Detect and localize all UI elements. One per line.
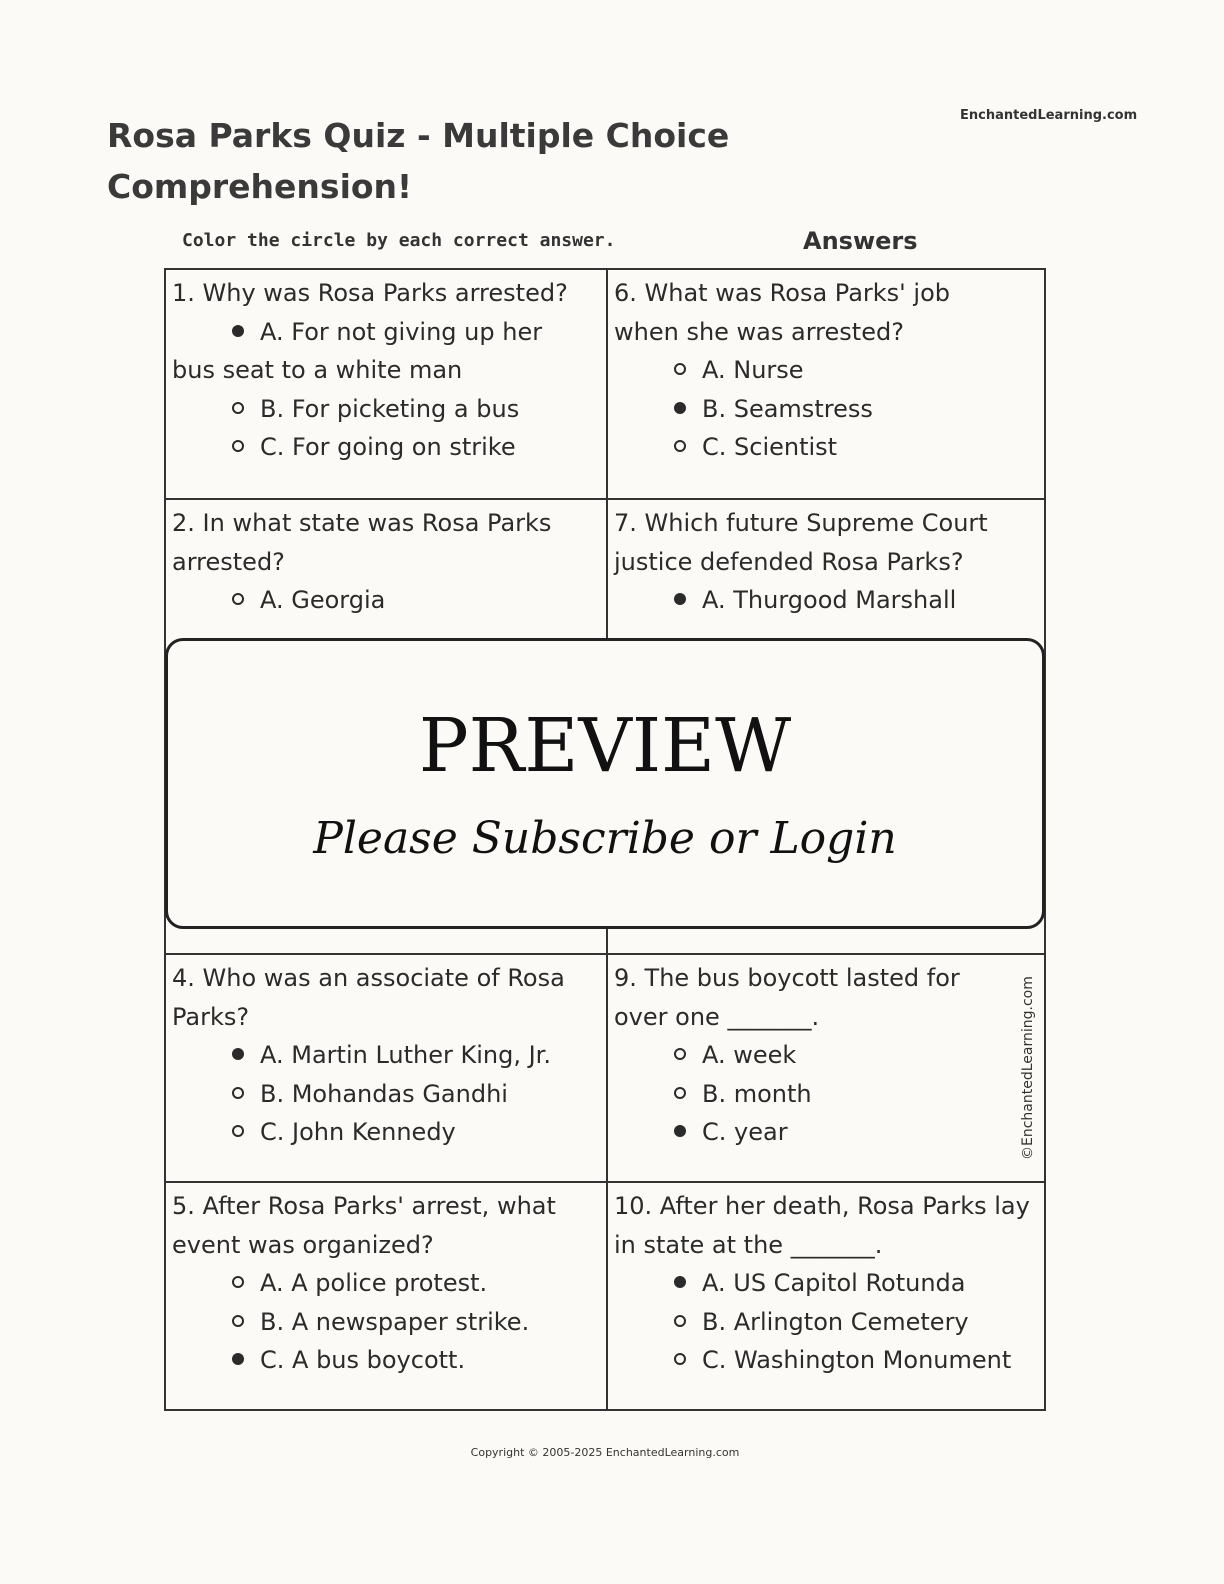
filled-circle-icon[interactable]: [232, 1353, 244, 1365]
answer-option[interactable]: A. US Capitol Rotunda: [614, 1264, 1038, 1303]
question-text: 5. After Rosa Parks' arrest, what event was organized?: [172, 1192, 556, 1259]
question-cell-2: [166, 500, 606, 640]
answer-option[interactable]: C. Scientist: [614, 428, 1038, 467]
question-text: 7. Which future Supreme Court justice defended Rosa Parks?: [614, 509, 988, 576]
preview-heading: PREVIEW: [418, 703, 792, 789]
answer-option[interactable]: A. A police protest.: [172, 1264, 600, 1303]
empty-circle-icon[interactable]: [232, 593, 244, 605]
question-cell-6: [608, 270, 1044, 498]
subscribe-login-text[interactable]: Please Subscribe or Login: [313, 813, 897, 864]
answer-option[interactable]: A. Nurse: [614, 351, 1038, 390]
empty-circle-icon[interactable]: [232, 1315, 244, 1327]
answer-option[interactable]: C. Washington Monument: [614, 1341, 1038, 1380]
filled-circle-icon[interactable]: [232, 325, 244, 337]
question-text: 10. After her death, Rosa Parks lay in state at the _______.: [614, 1192, 1030, 1259]
footer-copyright: Copyright © 2005-2025 EnchantedLearning.com: [470, 1446, 740, 1459]
answer-option[interactable]: A. Thurgood Marshall: [614, 581, 1038, 620]
answers-label: Answers: [803, 227, 918, 255]
question-cell-5: [166, 1183, 606, 1409]
filled-circle-icon[interactable]: [674, 1125, 686, 1137]
answer-option-continuation: bus seat to a white man: [172, 356, 463, 384]
question-cell-9: [608, 955, 1044, 1181]
empty-circle-icon[interactable]: [674, 363, 686, 375]
answer-option[interactable]: B. Seamstress: [614, 390, 1038, 429]
answer-option[interactable]: B. Mohandas Gandhi: [172, 1075, 600, 1114]
empty-circle-icon[interactable]: [674, 1353, 686, 1365]
question-cell-10: [608, 1183, 1044, 1409]
question-text: 9. The bus boycott lasted for over one _______.: [614, 964, 960, 1031]
empty-circle-icon[interactable]: [232, 1276, 244, 1288]
vertical-copyright: ©EnchantedLearning.com: [1020, 976, 1036, 1160]
filled-circle-icon[interactable]: [674, 402, 686, 414]
empty-circle-icon[interactable]: [674, 1087, 686, 1099]
answer-option[interactable]: B. Arlington Cemetery: [614, 1303, 1038, 1342]
instruction-text: Color the circle by each correct answer.: [182, 230, 616, 251]
empty-circle-icon[interactable]: [674, 1048, 686, 1060]
answer-option[interactable]: A. week: [614, 1036, 1038, 1075]
answer-option[interactable]: C. John Kennedy: [172, 1113, 600, 1152]
empty-circle-icon[interactable]: [232, 440, 244, 452]
filled-circle-icon[interactable]: [674, 593, 686, 605]
empty-circle-icon[interactable]: [674, 1315, 686, 1327]
answer-option[interactable]: C. year: [614, 1113, 1038, 1152]
answer-option[interactable]: A. Georgia: [172, 581, 600, 620]
answer-option[interactable]: B. For picketing a bus: [172, 390, 600, 429]
preview-overlay[interactable]: [165, 638, 1045, 929]
site-label: EnchantedLearning.com: [960, 108, 1138, 123]
question-cell-1: [166, 270, 606, 498]
answer-option[interactable]: B. A newspaper strike.: [172, 1303, 600, 1342]
empty-circle-icon[interactable]: [674, 440, 686, 452]
empty-circle-icon[interactable]: [232, 1087, 244, 1099]
empty-circle-icon[interactable]: [232, 402, 244, 414]
question-cell-7: [608, 500, 1044, 640]
filled-circle-icon[interactable]: [232, 1048, 244, 1060]
question-cell-4: [166, 955, 606, 1181]
question-text: 6. What was Rosa Parks' job when she was arrested?: [614, 279, 950, 346]
question-text: 1. Why was Rosa Parks arrested?: [172, 279, 568, 307]
empty-circle-icon[interactable]: [232, 1125, 244, 1137]
page-title: Rosa Parks Quiz - Multiple Choice Comprehension!: [107, 116, 730, 206]
answer-option[interactable]: B. month: [614, 1075, 1038, 1114]
answer-option[interactable]: A. Martin Luther King, Jr.: [172, 1036, 600, 1075]
question-text: 2. In what state was Rosa Parks arrested?: [172, 509, 552, 576]
answer-option[interactable]: A. For not giving up her: [172, 313, 600, 352]
question-text: 4. Who was an associate of Rosa Parks?: [172, 964, 565, 1031]
filled-circle-icon[interactable]: [674, 1276, 686, 1288]
answer-option[interactable]: C. A bus boycott.: [172, 1341, 600, 1380]
answer-option[interactable]: C. For going on strike: [172, 428, 600, 467]
